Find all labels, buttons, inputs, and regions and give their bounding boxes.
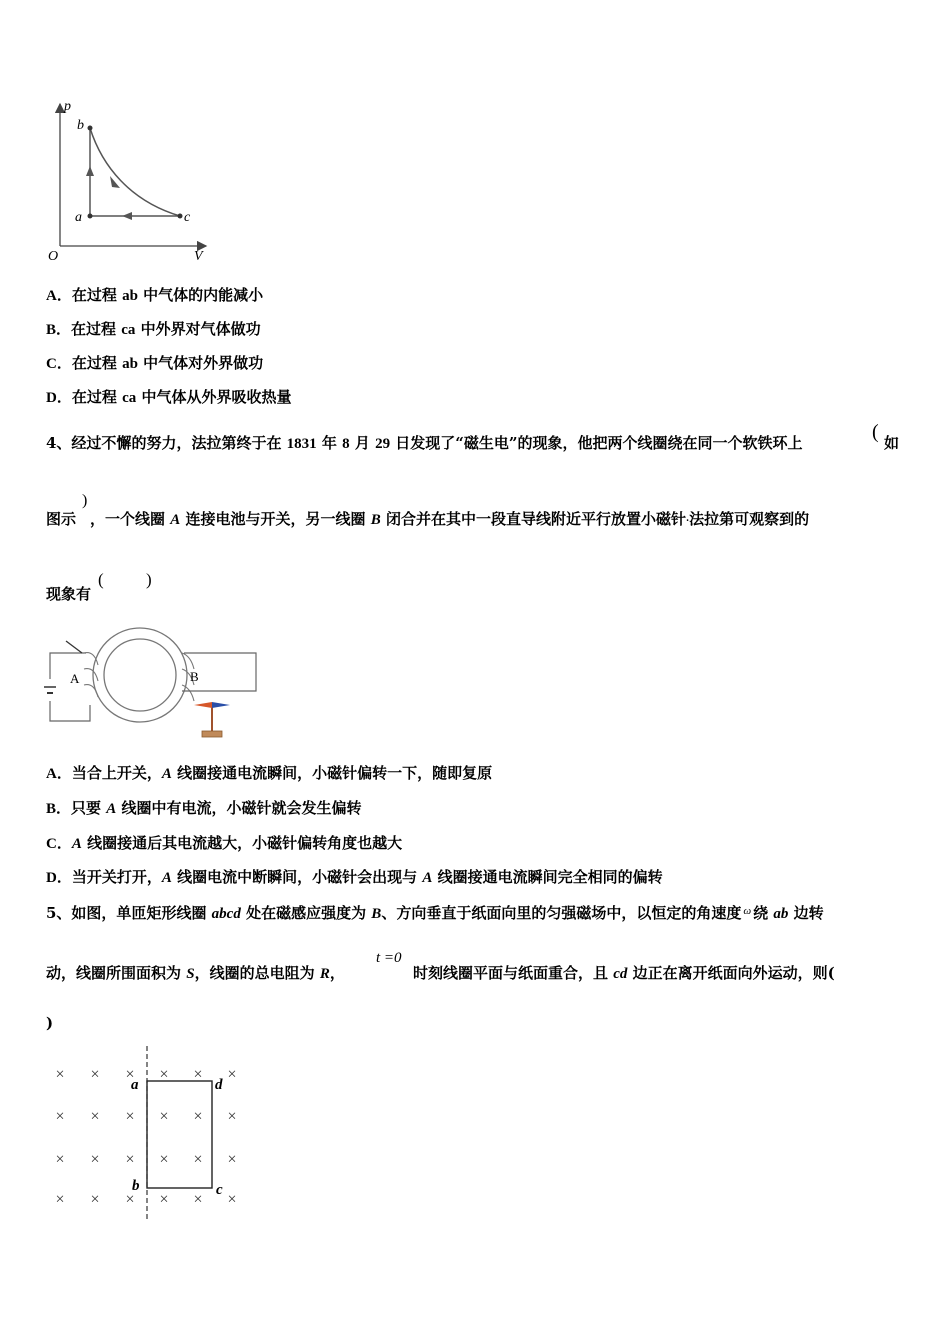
corner-a-label: a (131, 1077, 139, 1093)
option-text: 线圈接通电流瞬间，小磁针偏转一下，随即复原 (171, 764, 493, 782)
option-term: ca (121, 322, 136, 338)
option-text: 中气体对外界做功 (137, 354, 264, 372)
point-c (178, 214, 183, 219)
option-symbol: A (161, 870, 172, 886)
paren-close: ) (82, 492, 88, 509)
stem-text: 边正在离开纸面向外运动，则( (627, 964, 835, 982)
point-b (88, 126, 93, 131)
faraday-ring-figure (44, 625, 260, 743)
pv-diagram (40, 96, 220, 266)
stem-text: 法拉第可观察到的 (689, 510, 810, 528)
q4-option-a[interactable] (46, 763, 492, 784)
answer-paren-close: ) (146, 570, 152, 589)
corner-c-label: c (216, 1182, 223, 1198)
option-text: 线圈接通电流瞬间完全相同的偏转 (432, 868, 663, 886)
field-cross-mark: × (90, 1151, 100, 1168)
coil-b-label: B (190, 669, 199, 684)
field-cross-mark: × (159, 1066, 169, 1083)
field-cross-mark: × (159, 1108, 169, 1125)
q5-stem-line-2b (413, 963, 835, 984)
magnetic-field-figure (44, 1044, 250, 1224)
point-b-label: b (77, 118, 84, 133)
stem-text: 、方向垂直于纸面向里的匀强磁场中，以恒定的角速度 (381, 904, 742, 922)
option-text: 只要 (71, 799, 107, 817)
q3-option-d[interactable] (46, 387, 291, 408)
edge-symbol: ab (773, 906, 789, 922)
field-crosses (55, 1066, 236, 1208)
field-cross-mark: × (55, 1151, 65, 1168)
corner-b-label: b (132, 1178, 140, 1194)
field-cross-mark: × (159, 1191, 169, 1208)
compass-needle-south (212, 702, 230, 708)
option-text: 线圈接通后其电流越大，小磁针偏转角度也越大 (81, 834, 403, 852)
arrow-ca (122, 212, 132, 220)
field-cross-mark: × (55, 1066, 65, 1083)
option-letter: A． (46, 766, 72, 782)
point-a (88, 214, 93, 219)
option-term: ab (122, 356, 138, 372)
option-text: 中气体的内能减小 (137, 286, 264, 304)
field-cross-mark: × (90, 1108, 100, 1125)
option-text: 线圈中有电流，小磁针就会发生偏转 (116, 799, 362, 817)
stem-text: 5、如图，单匝矩形线圈 (46, 904, 212, 922)
field-cross-mark: × (227, 1191, 237, 1208)
area-symbol: S (186, 966, 195, 982)
field-cross-mark: × (227, 1151, 237, 1168)
point-a-label: a (75, 210, 82, 225)
q5-stem-line-2 (46, 963, 345, 984)
arrow-ab (86, 166, 94, 176)
stem-text: ， (329, 964, 345, 982)
field-cross-mark: × (159, 1151, 169, 1168)
edge-symbol: cd (613, 966, 628, 982)
stem-text: 连接电池与开关，另一线圈 (180, 510, 371, 528)
q4-stem-line-2 (46, 509, 809, 530)
point-c-label: c (184, 210, 191, 225)
stem-text: 月 (349, 434, 376, 452)
stem-number: 29 (375, 436, 391, 452)
stem-number: 8 (342, 436, 350, 452)
option-letter: B． (46, 801, 72, 817)
stem-text: 边转 (788, 904, 824, 922)
q5-stem-line-3 (46, 1013, 53, 1033)
option-symbol: A (422, 870, 433, 886)
coil-b-symbol: B (370, 512, 381, 528)
q4-stem-line-3 (46, 584, 91, 604)
answer-paren-open: ( (98, 570, 104, 589)
stem-text: ) (46, 1014, 54, 1032)
option-symbol: A (71, 836, 82, 852)
stem-text: 绕 (753, 904, 774, 922)
p-axis-label: p (64, 99, 71, 114)
compass-needle-north (194, 702, 212, 708)
coil-symbol: abcd (211, 906, 241, 922)
stem-text: 处在磁感应强度为 (240, 904, 372, 922)
compass-base (202, 731, 222, 737)
option-symbol: A (106, 801, 117, 817)
stem-text: 图示 (46, 510, 77, 528)
stem-text: 现象有 (46, 585, 92, 603)
option-letter: B． (46, 322, 72, 338)
option-text: 当开关打开， (71, 868, 162, 886)
option-symbol: A (161, 766, 172, 782)
process-bc (90, 128, 180, 216)
stem-text: 闭合并在其中一段直导线附近平行放置小磁针 (380, 510, 686, 528)
resistance-symbol: R (319, 966, 330, 982)
origin-label: O (48, 249, 59, 264)
paren-open: ( (872, 421, 879, 443)
option-text: 当合上开关， (71, 764, 162, 782)
q4-option-c[interactable] (46, 833, 402, 854)
option-letter: A． (46, 288, 72, 304)
field-cross-mark: × (193, 1191, 203, 1208)
iron-ring-outer (93, 628, 187, 722)
option-text: 在过程 (71, 286, 123, 304)
stem-text: 动，线圈所围面积为 (46, 964, 187, 982)
v-axis-label: V (194, 249, 203, 264)
stem-text: 日发现了“磁生电”的现象，他把两个线圈绕在同一个软铁环上 (390, 434, 803, 452)
option-text: 中气体从外界吸收热量 (136, 388, 292, 406)
time-zero-formula: t =0 (376, 950, 402, 966)
field-cross-mark: × (193, 1108, 203, 1125)
field-cross-mark: × (125, 1151, 135, 1168)
omega-symbol: ω (743, 905, 752, 917)
field-cross-mark: × (55, 1108, 65, 1125)
coil-abcd (147, 1081, 212, 1188)
option-text: 中外界对气体做功 (135, 320, 261, 338)
coil-a-symbol: A (170, 512, 181, 528)
stem-text: ，线圈的总电阻为 (194, 964, 320, 982)
switch-blade (66, 641, 82, 653)
field-symbol: B (371, 906, 382, 922)
q5-stem-line-1 (46, 901, 824, 924)
field-cross-mark: × (90, 1191, 100, 1208)
field-cross-mark: × (193, 1066, 203, 1083)
coil-a-label: A (70, 671, 80, 686)
option-letter: D． (46, 870, 72, 886)
field-cross-mark: × (90, 1066, 100, 1083)
option-text: 在过程 (71, 354, 123, 372)
circuit-a-wire (50, 653, 86, 679)
stem-number: 1831 (286, 436, 317, 452)
field-cross-mark: × (125, 1108, 135, 1125)
corner-d-label: d (215, 1077, 223, 1093)
stem-text-end: 如 (884, 434, 900, 452)
stem-text: 年 (316, 434, 343, 452)
q3-option-a[interactable] (46, 285, 263, 306)
stem-text: 4、经过不懈的努力，法拉第终于在 (46, 434, 287, 452)
q4-stem-line-1 (46, 433, 803, 454)
option-text: 在过程 (71, 388, 123, 406)
circuit-a-wire-bottom (50, 701, 90, 721)
field-cross-mark: × (227, 1066, 237, 1083)
stem-text: ，一个线圈 (90, 510, 171, 528)
field-cross-mark: × (193, 1151, 203, 1168)
option-term: ab (122, 288, 138, 304)
option-letter: D． (46, 390, 72, 406)
option-text: 线圈电流中断瞬间，小磁针会出现与 (171, 868, 423, 886)
field-cross-mark: × (125, 1066, 135, 1083)
q4-option-b[interactable] (46, 798, 362, 819)
q3-option-c[interactable] (46, 353, 263, 374)
field-cross-mark: × (227, 1108, 237, 1125)
option-term: ca (122, 390, 137, 406)
q4-option-d[interactable] (46, 867, 663, 888)
field-cross-mark: × (125, 1191, 135, 1208)
coil-a-windings (84, 653, 98, 697)
q3-option-b[interactable] (46, 319, 261, 340)
stem-text: 时刻线圈平面与纸面重合，且 (413, 964, 614, 982)
option-letter: C． (46, 836, 72, 852)
option-letter: C． (46, 356, 72, 372)
iron-ring-inner (104, 639, 176, 711)
option-text: 在过程 (71, 320, 122, 338)
dot-mark: . (685, 514, 690, 524)
field-cross-mark: × (55, 1191, 65, 1208)
